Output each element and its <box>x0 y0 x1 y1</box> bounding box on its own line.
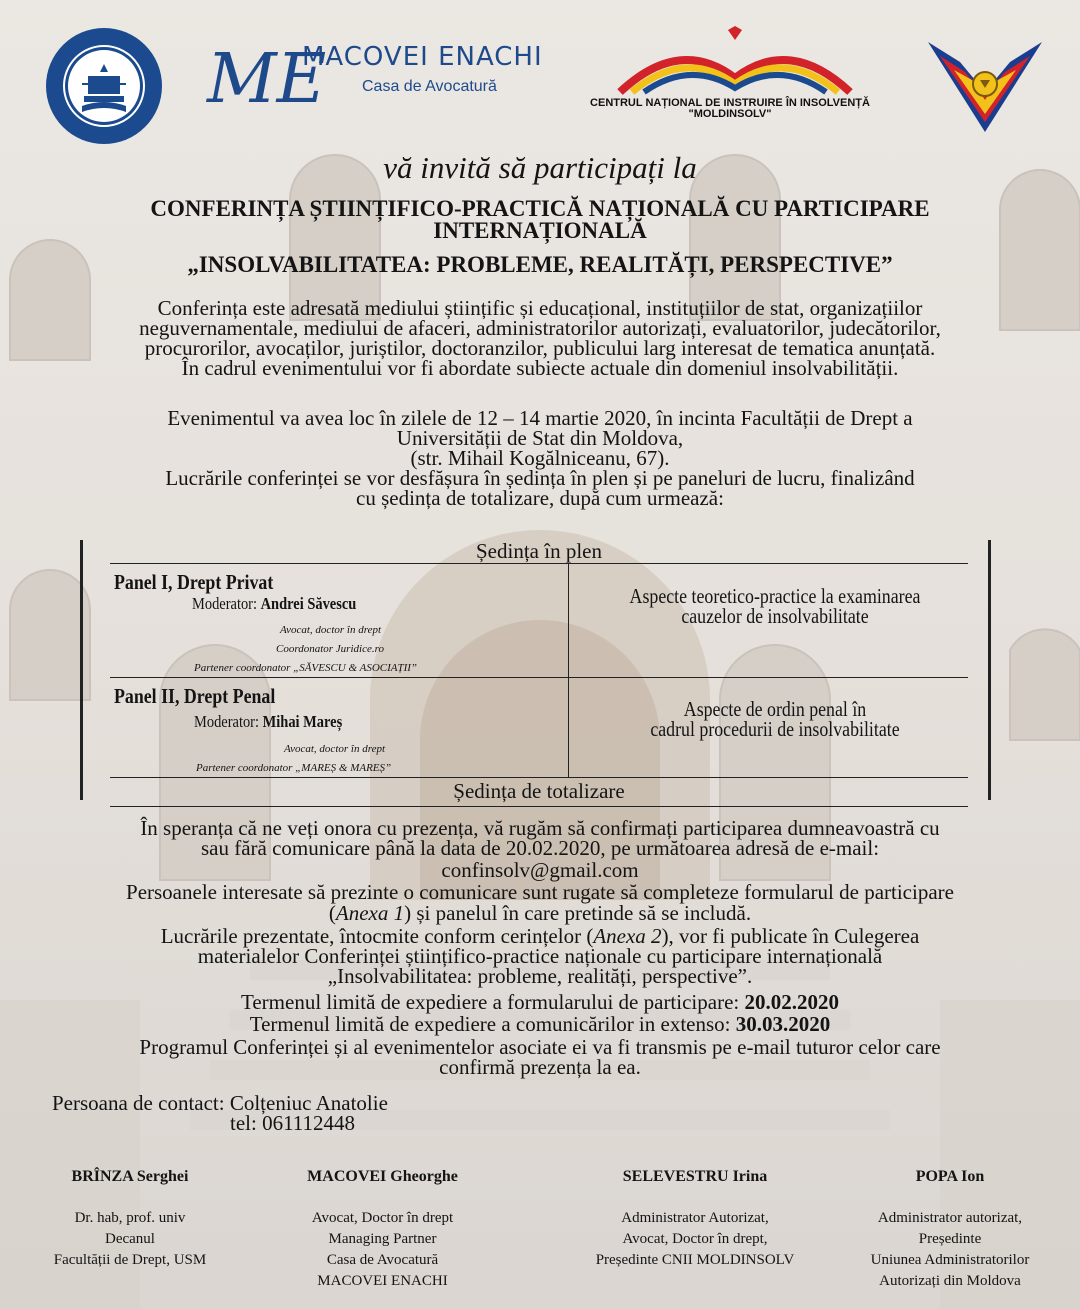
rsvp-line-4: (Anexa 1) și panelul în care pretinde să se includă. <box>328 901 752 925</box>
plenary-session: Ședința în plen <box>476 539 602 563</box>
rsvp-line-6: materialelor Conferinței științifico-practice naționale cu participare internațională <box>197 944 883 968</box>
table-bracket-left <box>80 540 83 800</box>
conference-title-line-3: „INSOLVABILITATEA: PROBLEME, REALITĂȚI, PERSPECTIVE” <box>187 252 893 277</box>
me-brand-name: MACOVEI ENACHI <box>302 42 543 72</box>
annex-2-reference: Anexa 2 <box>593 924 662 948</box>
panel-1-moderator: Moderator: Andrei Săvescu <box>192 594 357 613</box>
contact-email[interactable]: confinsolv@gmail.com <box>441 858 639 882</box>
rsvp-line-1: În speranța că ne veți onora cu prezența, vă rugăm să confirmați participarea dumneavoastră cu <box>140 816 940 840</box>
contact-person: Persoana de contact: Colțeniuc Anatolie <box>52 1091 388 1115</box>
deadline-form: Termenul limită de expediere a formularului de participare: 20.02.2020 <box>241 990 839 1014</box>
rsvp-line-3: Persoanele interesate să prezinte o comunicare sunt rugate să completeze formularul de participare <box>126 880 954 904</box>
signatory: SELEVESTRU Irina Administrator Autorizat, Avocat, Doctor în drept, Președinte CNII MOLDINSOLV <box>595 1168 795 1268</box>
rsvp-line-2: sau fără comunicare până la data de 20.02.2020, pe următoarea adresă de e-mail: <box>200 836 880 860</box>
intro-line-2: neguvernamentale, mediului de afaceri, administratorilor autorizați, evaluatorilor, judecătorilor, <box>139 316 941 340</box>
rsvp-line-9: confirmă prezența la ea. <box>439 1055 641 1079</box>
annex-1-reference: Anexa 1 <box>335 901 405 925</box>
panel-2-info-1: Avocat, doctor în drept <box>284 743 386 755</box>
panel-1-info-3: Partener coordonator „SĂVESCU & ASOCIAȚII” <box>194 662 418 674</box>
event-line-1: Evenimentul va avea loc în zilele de 12 – 14 martie 2020, în incinta Facultății de Drept a <box>167 406 913 430</box>
conference-title-line-1: CONFERINȚA ȘTIINȚIFICO-PRACTICĂ NAȚIONALĂ CU PARTICIPARE <box>150 196 930 221</box>
rsvp-line-5: Lucrările prezentate, întocmite conform cerințelor (Anexa 2), vor fi publicate în Culegerea <box>160 924 920 948</box>
eagle-emblem-icon <box>920 22 1050 142</box>
signatory: POPA Ion Administrator autorizat, Președinte Uniunea Administratorilor Autorizați din Moldova <box>870 1168 1030 1289</box>
contact-phone[interactable]: tel: 061112448 <box>230 1111 356 1135</box>
me-brand-subtitle: Casa de Avocatură <box>362 78 497 95</box>
panel-1-info-1: Avocat, doctor în drept <box>280 624 382 636</box>
closing-session: Ședința de totalizare <box>453 779 625 803</box>
table-rule <box>110 806 968 807</box>
intro-line-3: procurorilor, avocaților, juriștilor, doctoranzilor, publicului larg interesat de tematica anunțată. <box>144 336 936 360</box>
event-line-2: Universității de Stat din Moldova, <box>396 426 684 450</box>
me-monogram-icon <box>205 30 327 119</box>
me-monogram: ME <box>207 40 327 119</box>
signatory: BRÎNZA Serghei Dr. hab, prof. univ Decanul Facultății de Drept, USM <box>53 1168 207 1268</box>
intro-line-4: În cadrul evenimentului vor fi abordate subiecte actuale din domeniul insolvabilității. <box>181 356 899 380</box>
cnii-book-logo <box>610 26 860 98</box>
deadline-papers: Termenul limită de expediere a comunicărilor in extenso: 30.03.2020 <box>249 1012 831 1036</box>
panel-1-heading: Panel I, Drept Privat <box>114 570 274 594</box>
table-bracket-right <box>988 540 991 800</box>
table-rule <box>110 677 968 678</box>
table-divider <box>568 563 569 777</box>
rsvp-line-7: „Insolvabilitatea: probleme, realități, perspective”. <box>327 964 753 988</box>
event-line-3: (str. Mihail Kogălniceanu, 67). <box>410 446 670 470</box>
signatory: MACOVEI Gheorghe Avocat, Doctor în drept Managing Partner Casa de Avocatură MACOVEI ENACHI <box>307 1168 458 1289</box>
usm-law-faculty-logo <box>44 26 164 146</box>
panel-2-heading: Panel II, Drept Penal <box>114 684 276 708</box>
conference-title-line-2: INTERNAȚIONALĂ <box>433 218 647 243</box>
table-rule <box>110 777 968 778</box>
rsvp-line-8: Programul Conferinței și al evenimentelor asociate ei va fi transmis pe e-mail tuturor celor care <box>139 1035 941 1059</box>
cnii-acronym: "MOLDINSOLV" <box>688 108 772 120</box>
panel-1-topic: Aspecte teoretico-practice la examinarea cauzelor de insolvabilitate <box>629 584 921 628</box>
invitation-line: vă invită să participați la <box>383 150 697 185</box>
panel-2-moderator: Moderator: Mihai Mareș <box>194 712 343 731</box>
cnii-name: CENTRUL NAȚIONAL DE INSTRUIRE ÎN INSOLVENȚĂ <box>590 97 870 109</box>
event-line-5: cu ședința de totalizare, după cum urmează: <box>356 486 724 510</box>
panel-2-info-2: Partener coordonator „MAREȘ & MAREȘ” <box>196 762 392 774</box>
panel-1-info-2: Coordonator Juridice.ro <box>276 643 384 655</box>
panel-2-topic: Aspecte de ordin penal în cadrul procedurii de insolvabilitate <box>650 697 900 741</box>
intro-line-1: Conferința este adresată mediului științific și educațional, instituțiilor de stat, organizațiilor <box>157 296 923 320</box>
event-line-4: Lucrările conferinței se vor desfășura în ședința în plen și pe paneluri de lucru, finalizând <box>165 466 915 490</box>
